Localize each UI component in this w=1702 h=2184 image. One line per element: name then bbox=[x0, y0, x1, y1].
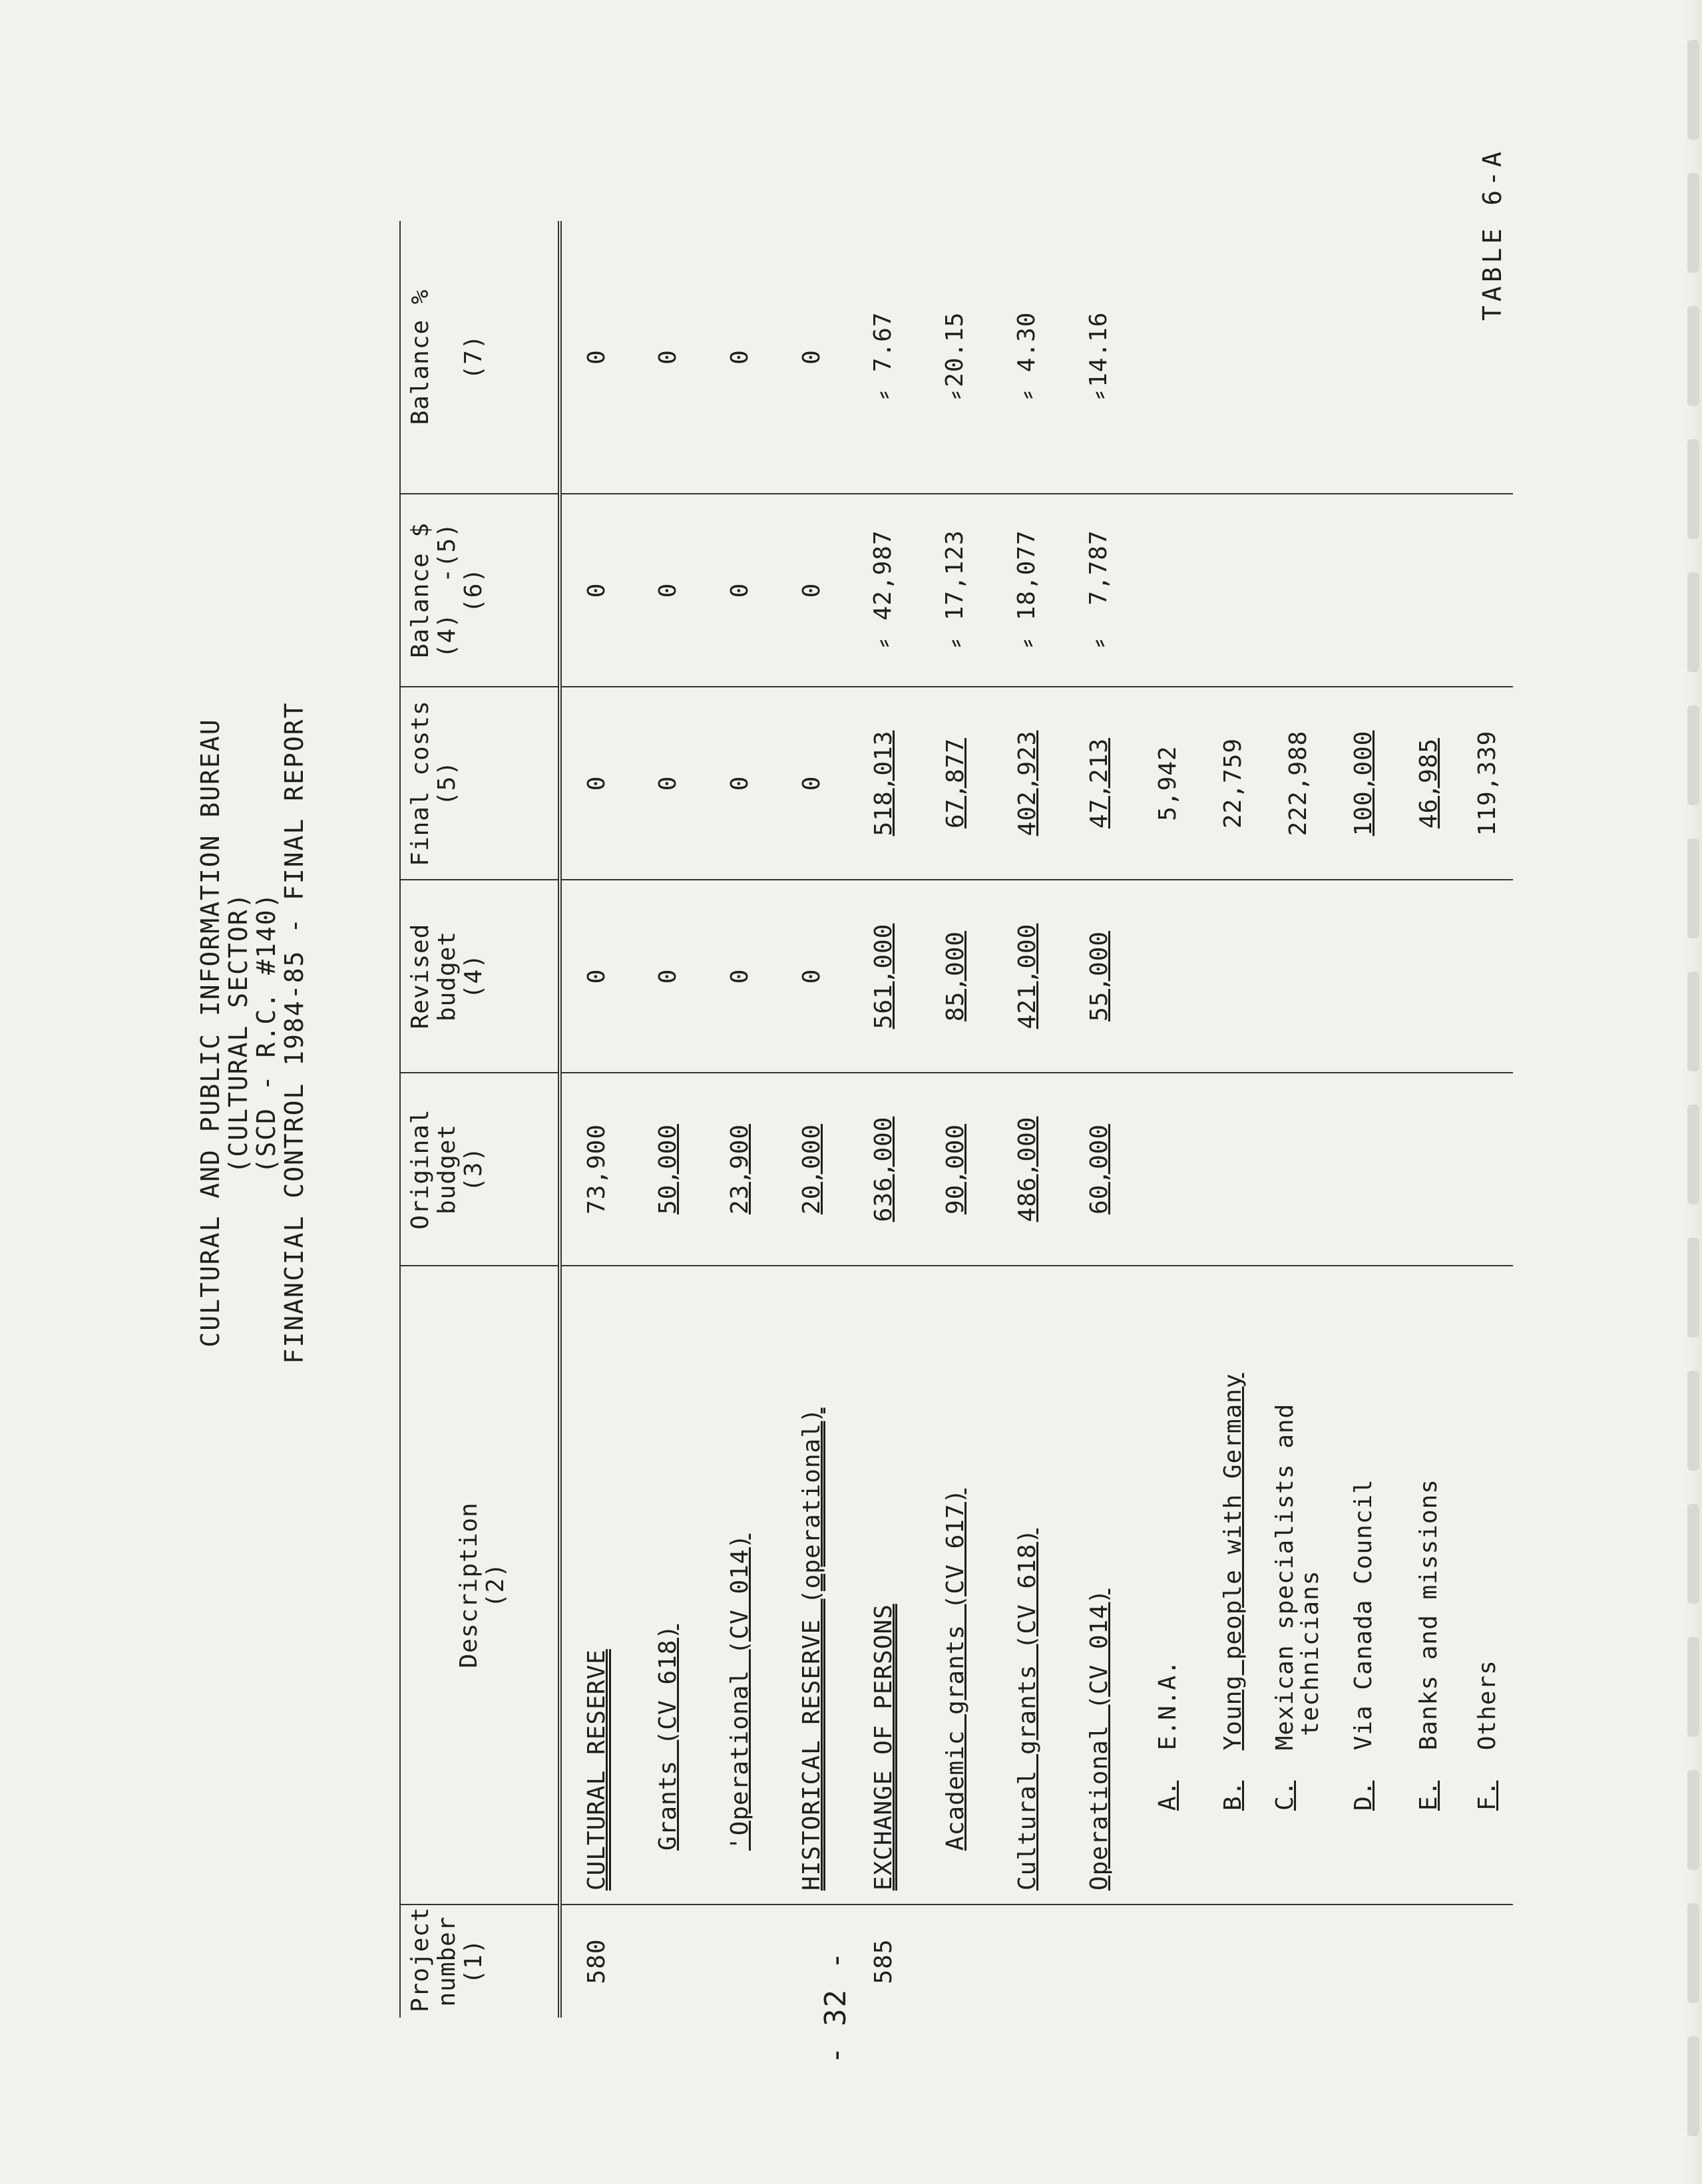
sub-row bbox=[1396, 221, 1461, 2018]
balance-percent: ⸗14.16 bbox=[1063, 221, 1135, 494]
sub-description-line2: technicians bbox=[1297, 1570, 1324, 1736]
revised-budget: 85,000 bbox=[941, 930, 969, 1022]
project-number: 585 bbox=[869, 1938, 897, 1984]
sub-row bbox=[1135, 221, 1200, 2018]
sub-letter: B. bbox=[1219, 1780, 1247, 1811]
page-number: - 32 - bbox=[819, 1950, 853, 2064]
title-line-2: (CULTURAL SECTOR) bbox=[224, 892, 253, 1174]
final-costs: 0 bbox=[560, 687, 632, 880]
sub-letter: D. bbox=[1349, 1780, 1377, 1811]
sub-letter: F. bbox=[1473, 1780, 1501, 1811]
sub-description: Others bbox=[1473, 1660, 1501, 1751]
row-description: Operational (CV 014) bbox=[1085, 1588, 1113, 1891]
sub-row bbox=[1461, 221, 1513, 2018]
revised-budget: 421,000 bbox=[1013, 923, 1041, 1029]
project-number bbox=[775, 1905, 847, 2018]
final-costs: 47,213 bbox=[1085, 737, 1113, 829]
final-costs: 0 bbox=[632, 687, 704, 880]
original-budget: 73,900 bbox=[560, 1073, 632, 1266]
revised-budget: 0 bbox=[560, 880, 632, 1073]
project-number bbox=[919, 1905, 991, 2018]
sub-description: Banks and missions bbox=[1414, 1479, 1442, 1751]
final-costs: 518,013 bbox=[869, 730, 897, 836]
balance-amount: 0 bbox=[560, 494, 632, 687]
balance-percent: 0 bbox=[632, 221, 704, 494]
table-row bbox=[991, 221, 1063, 2018]
table-label: TABLE 6-A bbox=[1478, 148, 1507, 321]
project-number bbox=[632, 1905, 704, 2018]
row-description: Cultural grants (CV 618) bbox=[1013, 1528, 1041, 1891]
report-title-block bbox=[196, 567, 308, 1499]
sub-description: Mexican specialists and bbox=[1271, 1403, 1299, 1751]
sub-final-costs: 119,339 bbox=[1461, 687, 1513, 880]
balance-amount: ⸗ 18,077 bbox=[991, 494, 1063, 687]
revised-budget: 561,000 bbox=[869, 923, 897, 1029]
table-row bbox=[775, 221, 847, 2018]
balance-percent: 0 bbox=[704, 221, 775, 494]
project-number bbox=[991, 1905, 1063, 2018]
final-costs: 0 bbox=[704, 687, 775, 880]
sub-letter: E. bbox=[1414, 1780, 1442, 1811]
sub-final-costs: 222,988 bbox=[1265, 687, 1331, 880]
col-header-balance: Balance $ (4) -(5) (6) bbox=[400, 494, 560, 687]
sub-final-costs: 46,985 bbox=[1414, 737, 1442, 829]
row-description: HISTORICAL RESERVE (operational) bbox=[797, 1407, 825, 1891]
original-budget: 636,000 bbox=[869, 1116, 897, 1222]
balance-percent: 0 bbox=[775, 221, 847, 494]
original-budget: 23,900 bbox=[726, 1123, 753, 1215]
row-description: CULTURAL RESERVE bbox=[583, 1649, 610, 1891]
project-number: 580 bbox=[583, 1938, 610, 1984]
col-header-final-costs: Final costs (5) bbox=[400, 687, 560, 880]
row-description: Academic grants (CV 617) bbox=[941, 1488, 969, 1851]
original-budget: 50,000 bbox=[654, 1123, 682, 1215]
sub-row bbox=[1200, 221, 1265, 2018]
balance-percent: ⸗ 7.67 bbox=[847, 221, 919, 494]
col-header-balance-percent: Balance % (7) bbox=[400, 221, 560, 494]
balance-amount: ⸗ 7,787 bbox=[1063, 494, 1135, 687]
revised-budget: 0 bbox=[704, 880, 775, 1073]
title-line-1: CULTURAL AND PUBLIC INFORMATION BUREAU bbox=[196, 718, 225, 1348]
col-header-project: Project number (1) bbox=[400, 1905, 560, 2018]
row-description: EXCHANGE OF PERSONS bbox=[869, 1604, 897, 1891]
sub-letter: A. bbox=[1154, 1780, 1181, 1811]
balance-percent: ⸗ 4.30 bbox=[991, 221, 1063, 494]
sub-final-costs: 5,942 bbox=[1135, 687, 1200, 880]
table-row bbox=[919, 221, 991, 2018]
final-costs: 402,923 bbox=[1013, 730, 1041, 836]
final-costs: 67,877 bbox=[941, 737, 969, 829]
original-budget: 20,000 bbox=[797, 1123, 825, 1215]
table-row bbox=[847, 221, 919, 2018]
project-number bbox=[704, 1905, 775, 2018]
balance-percent: 0 bbox=[560, 221, 632, 494]
original-budget: 60,000 bbox=[1085, 1123, 1113, 1215]
sub-final-costs: 100,000 bbox=[1349, 730, 1377, 836]
table-row bbox=[560, 221, 632, 2018]
final-costs: 0 bbox=[775, 687, 847, 880]
original-budget: 486,000 bbox=[1013, 1116, 1041, 1222]
sub-row bbox=[1265, 221, 1331, 2018]
table-row bbox=[1063, 221, 1135, 2018]
balance-amount: 0 bbox=[775, 494, 847, 687]
sub-letter: C. bbox=[1271, 1780, 1299, 1811]
balance-amount: 0 bbox=[632, 494, 704, 687]
title-line-4: FINANCIAL CONTROL 1984-85 - FINAL REPORT bbox=[280, 701, 309, 1364]
row-description: 'Operational (CV 014) bbox=[726, 1533, 753, 1851]
balance-amount: 0 bbox=[704, 494, 775, 687]
revised-budget: 0 bbox=[775, 880, 847, 1073]
sub-description: E.N.A. bbox=[1154, 1660, 1181, 1751]
sub-description: Via Canada Council bbox=[1349, 1479, 1377, 1751]
col-header-description: Description (2) bbox=[400, 1266, 560, 1905]
revised-budget: 0 bbox=[632, 880, 704, 1073]
row-description: Grants (CV 618) bbox=[654, 1624, 682, 1851]
sub-final-costs: 22,759 bbox=[1200, 687, 1265, 880]
table-row bbox=[704, 221, 775, 2018]
balance-amount: ⸗ 17,123 bbox=[919, 494, 991, 687]
financial-control-table bbox=[399, 221, 1513, 2018]
project-number bbox=[1063, 1905, 1135, 2018]
original-budget: 90,000 bbox=[941, 1123, 969, 1215]
balance-percent: ⸗20.15 bbox=[919, 221, 991, 494]
sub-description: Young people with Germany bbox=[1219, 1373, 1247, 1751]
title-line-3: (SCD - R.C. #140) bbox=[252, 892, 281, 1174]
revised-budget: 55,000 bbox=[1085, 930, 1113, 1022]
header-row bbox=[400, 221, 560, 2018]
col-header-original-budget: Original budget (3) bbox=[400, 1073, 560, 1266]
col-header-revised-budget: Revised budget (4) bbox=[400, 880, 560, 1073]
sub-row bbox=[1331, 221, 1396, 2018]
balance-amount: ⸗ 42,987 bbox=[847, 494, 919, 687]
table-row bbox=[632, 221, 704, 2018]
